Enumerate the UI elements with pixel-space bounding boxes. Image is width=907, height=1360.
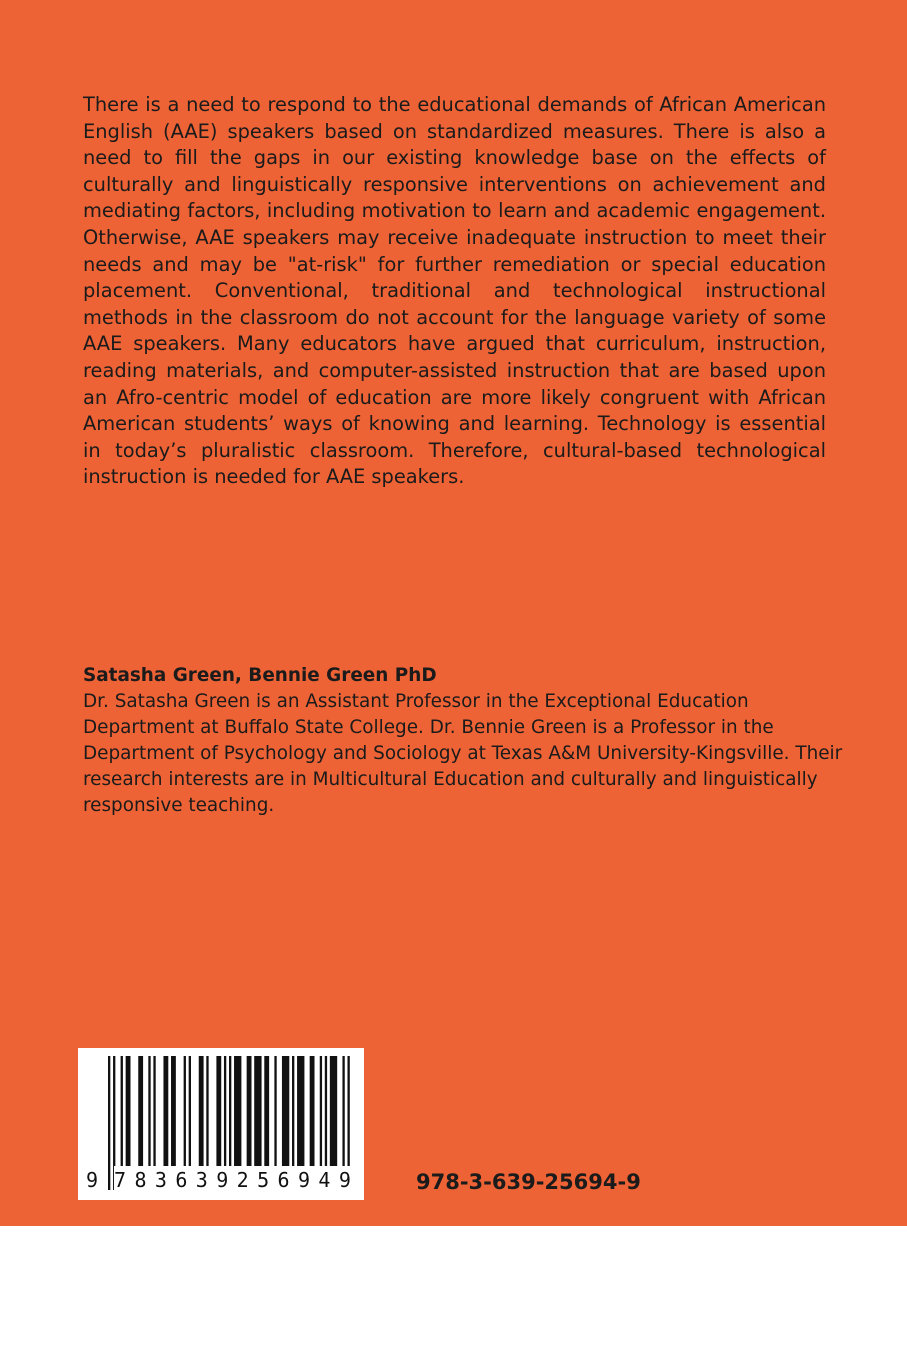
barcode-bar <box>247 1056 252 1168</box>
barcode-digits <box>78 1166 364 1194</box>
barcode-bar <box>297 1056 304 1168</box>
barcode-bar <box>216 1056 221 1168</box>
barcode-bar <box>330 1056 337 1168</box>
author-bio: Dr. Satasha Green is an Assistant Professor in the Exceptional Education Department at Buffalo State College. Dr. Bennie Green is a Professor in the Department of Psychology and Sociology at Texas A&M University-Kingsville. Their research interests are in Multicultural Education and culturally and linguistically responsive teaching. <box>83 691 843 816</box>
barcode-bar <box>274 1056 276 1168</box>
barcode-bar <box>282 1056 289 1168</box>
barcode-bar <box>264 1056 269 1168</box>
barcode-bar <box>320 1056 322 1168</box>
barcode-bar <box>121 1056 123 1168</box>
barcode-first-digit: 9 <box>86 1168 99 1192</box>
barcode-digit-string: 783639256949 <box>114 1168 360 1192</box>
barcode-bar <box>206 1056 208 1168</box>
barcode-bar <box>153 1056 155 1168</box>
barcode-bar <box>171 1056 176 1168</box>
barcode-bar <box>163 1056 168 1168</box>
barcode <box>78 1048 364 1200</box>
barcode-bar <box>148 1056 150 1168</box>
barcode-bar <box>184 1056 186 1168</box>
barcode-bar <box>126 1056 131 1168</box>
barcode-bar <box>292 1056 294 1168</box>
barcode-bar <box>189 1056 191 1168</box>
barcode-bar <box>138 1056 143 1168</box>
barcode-bar <box>199 1056 204 1168</box>
barcode-bar <box>325 1056 327 1168</box>
isbn-number: 978-3-639-25694-9 <box>416 1170 641 1194</box>
barcode-bar <box>234 1056 241 1168</box>
book-description: There is a need to respond to the educational demands of African American English (AAE) speakers based on standardized measures. There is also a need to fill the gaps in our existing knowledge base on the effects of culturally and linguistically responsive interventions on achievement and mediating factors, including motivation to learn and academic engagement. Otherwise, AAE speakers may receive inadequate instruction to meet their needs and may be "at-risk" for further remediation or special education placement. Conventional, traditional and technological instructional methods in the classroom do not account for the language variety of some AAE speakers. Many educators have argued that curriculum, instruction, reading materials, and computer-assisted instruction that are based upon an Afro-centric model of education are more likely congruent with African American students’ ways of knowing and learning. Technology is essential in today’s pluralistic classroom. Therefore, cultural-based technological instruction is needed for AAE speakers. <box>83 93 826 489</box>
author-names: Satasha Green, Bennie Green PhD <box>83 665 437 686</box>
author-section <box>83 663 843 819</box>
barcode-bar <box>254 1056 261 1168</box>
barcode-bar <box>310 1056 315 1168</box>
